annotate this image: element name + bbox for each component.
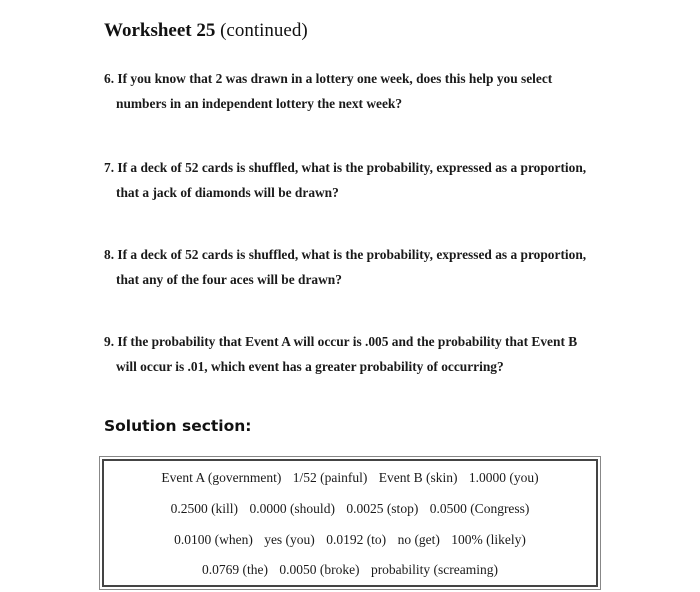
question-line: 8. If a deck of 52 cards is shuffled, what is the probability, expressed as a proportion, xyxy=(104,247,587,262)
solution-item: Event A (government) xyxy=(161,470,282,485)
solution-item: 100% (likely) xyxy=(451,532,526,547)
solution-item: 0.0100 (when) xyxy=(174,532,253,547)
solution-item: 0.0192 (to) xyxy=(326,532,387,547)
solution-item: 1.0000 (you) xyxy=(468,470,539,485)
solution-item: 0.0050 (broke) xyxy=(279,562,360,577)
question-line: 7. If a deck of 52 cards is shuffled, what is the probability, expressed as a proportion, xyxy=(104,160,587,175)
solution-item: 1/52 (painful) xyxy=(292,470,368,485)
title-continued: (continued) xyxy=(215,20,308,41)
solution-item: 0.0500 (Congress) xyxy=(429,501,530,516)
solution-row xyxy=(104,501,596,517)
solution-item: yes (you) xyxy=(264,532,315,547)
solution-item: 0.2500 (kill) xyxy=(170,501,239,516)
page-title xyxy=(104,20,308,42)
solution-heading: Solution section: xyxy=(104,417,252,435)
question-9 xyxy=(104,329,614,379)
question-line: 6. If you know that 2 was drawn in a lottery one week, does this help you select xyxy=(104,71,553,86)
question-line: 9. If the probability that Event A will occur is .005 and the probability that Event B xyxy=(104,334,578,349)
question-6 xyxy=(104,66,614,116)
solution-item: probability (screaming) xyxy=(370,562,499,577)
solution-box xyxy=(102,459,598,587)
solution-item: 0.0025 (stop) xyxy=(346,501,419,516)
solution-item: no (get) xyxy=(397,532,440,547)
question-line: that a jack of diamonds will be drawn? xyxy=(116,185,339,200)
question-8 xyxy=(104,242,614,292)
worksheet-number: Worksheet 25 xyxy=(104,20,216,41)
question-7 xyxy=(104,155,614,205)
solution-item: Event B (skin) xyxy=(378,470,458,485)
solution-item: 0.0769 (the) xyxy=(201,562,268,577)
question-line: will occur is .01, which event has a greater probability of occurring? xyxy=(116,359,504,374)
solution-item: 0.0000 (should) xyxy=(249,501,335,516)
solution-row xyxy=(104,470,596,486)
solution-row xyxy=(104,532,596,548)
question-line: numbers in an independent lottery the next week? xyxy=(116,96,403,111)
solution-row xyxy=(104,562,596,578)
question-line: that any of the four aces will be drawn? xyxy=(116,272,342,287)
